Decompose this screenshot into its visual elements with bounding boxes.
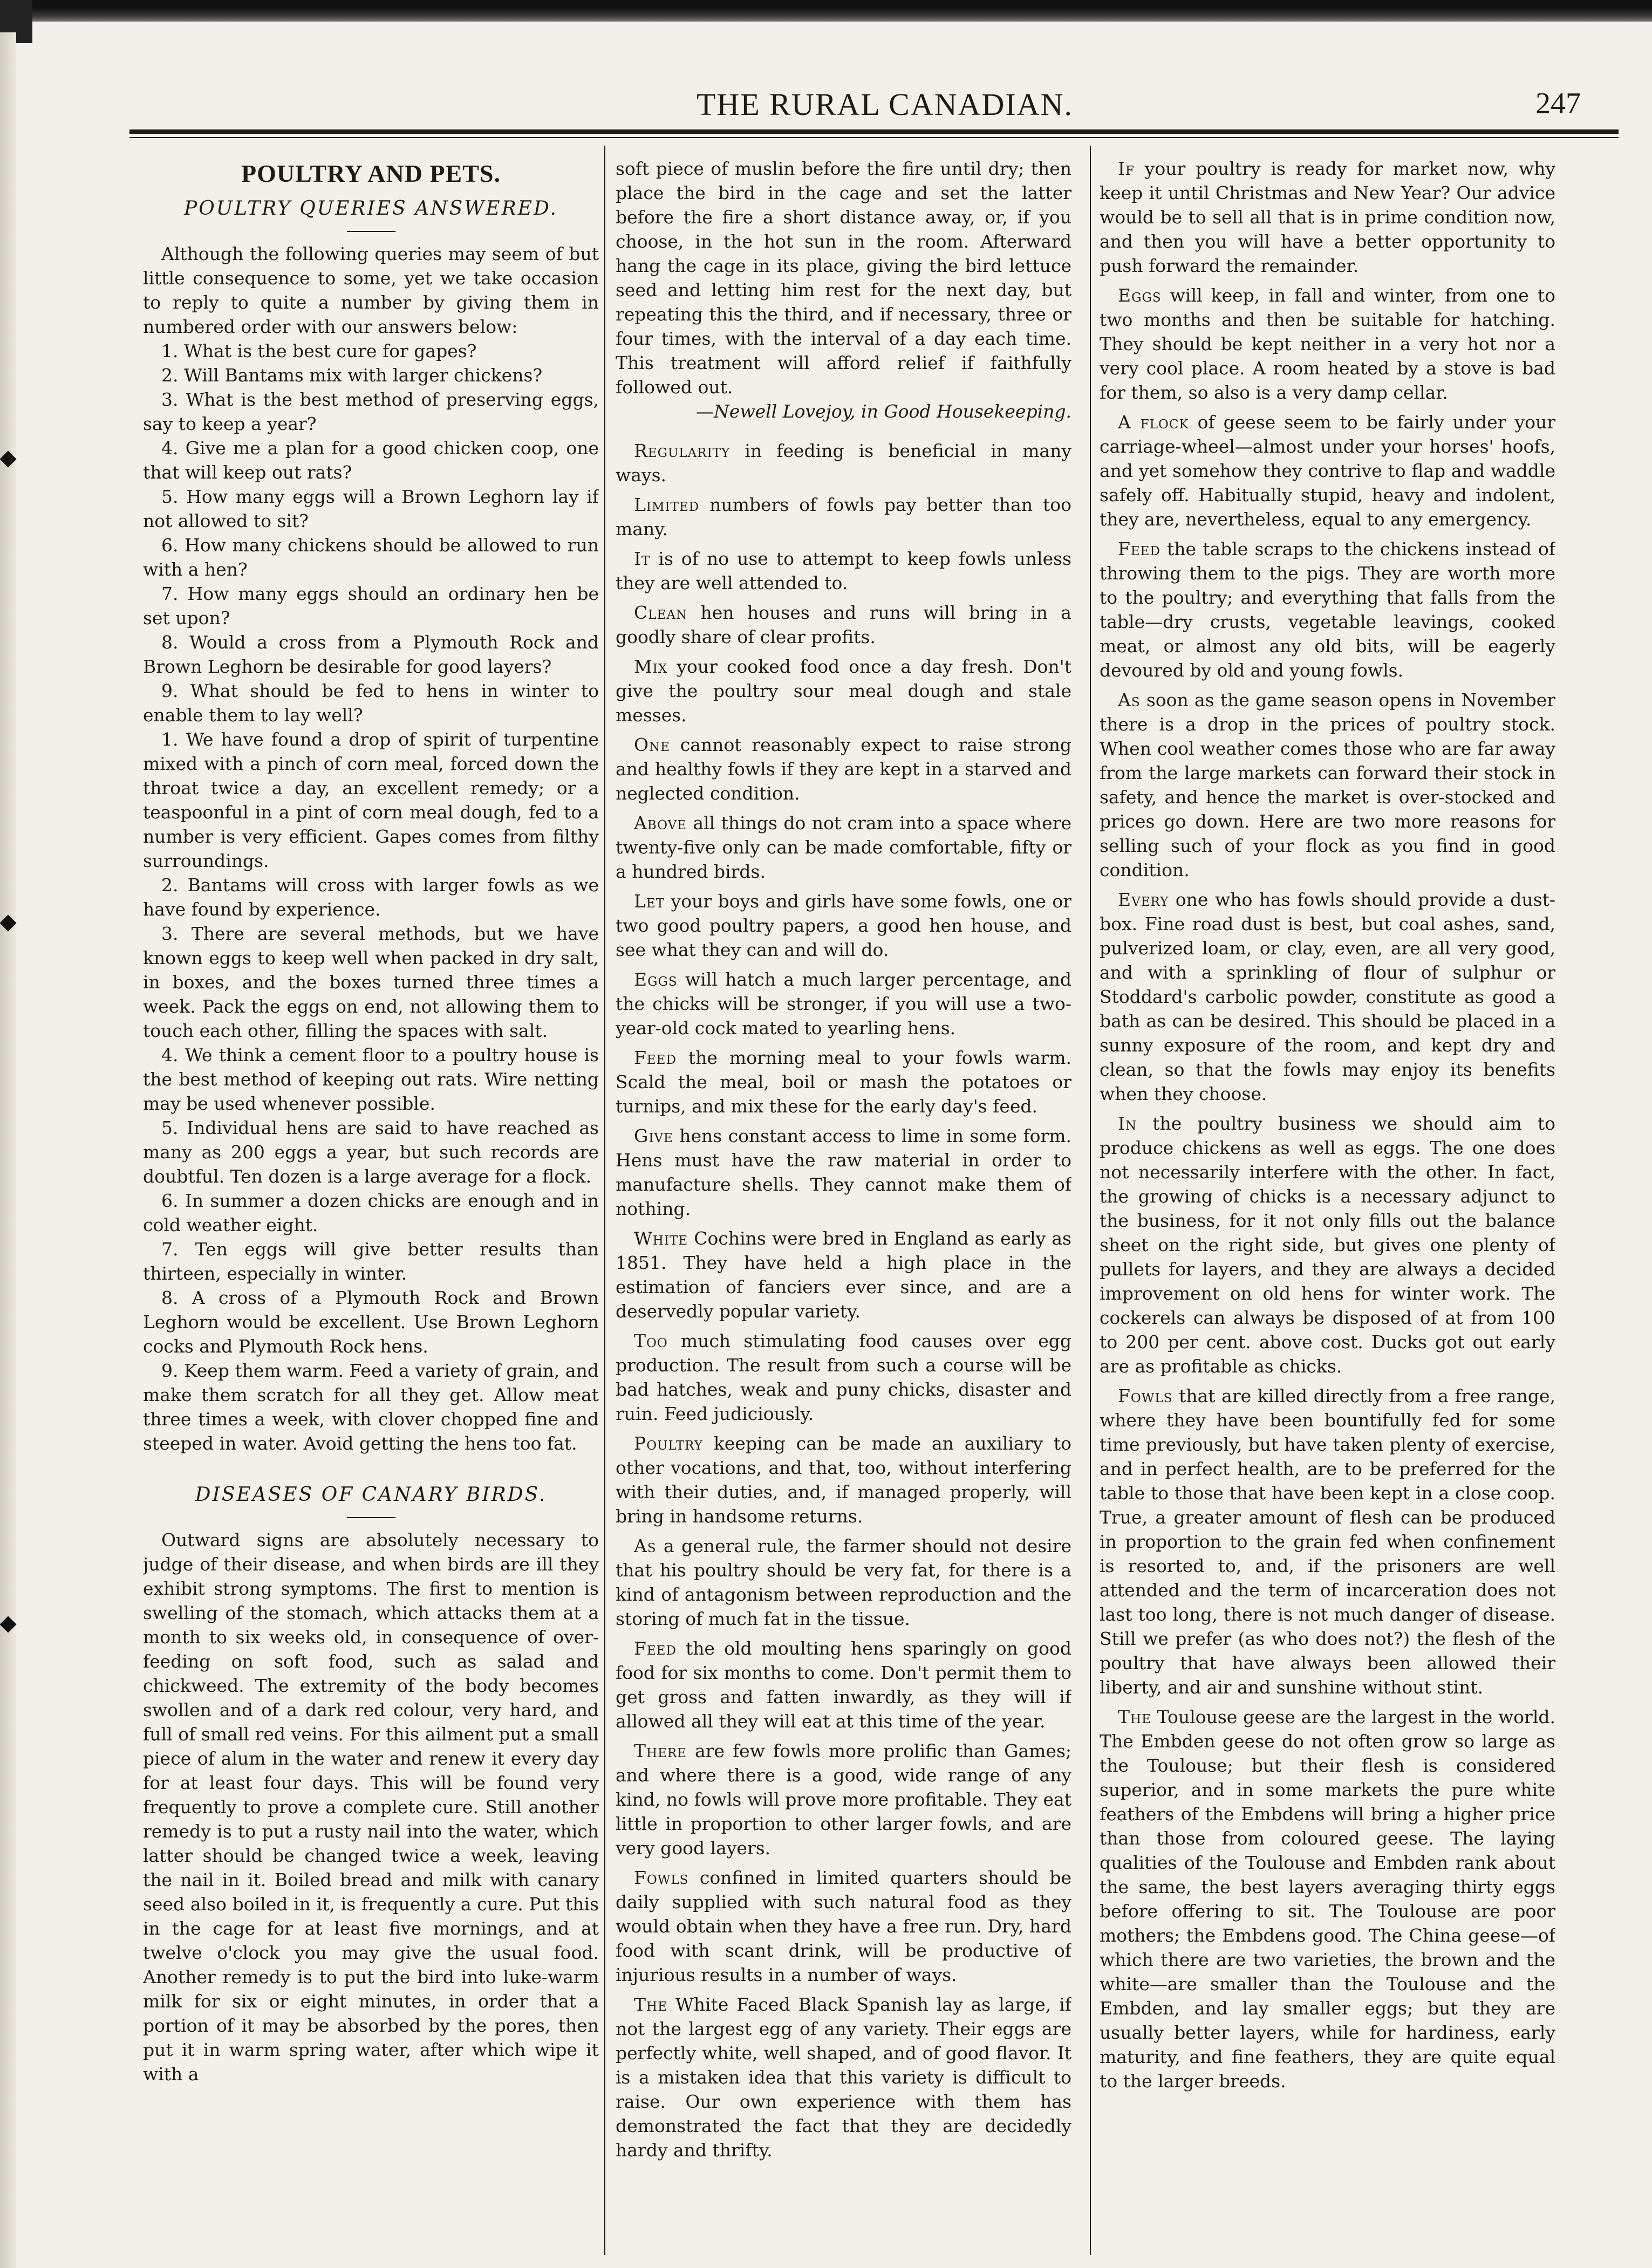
item-text: hens constant access to lime in some form. Hens must have the raw material in order to manufacture shells. They cannot make them of nothing. <box>616 1125 1071 1219</box>
news-item <box>1100 887 1555 1106</box>
item-text: are few fowls more prolific than Games; and where there is a good, wide range of any kind, no fowls will prove more profitable. They eat little in proportion to other larger fowls, and are very good layers. <box>616 1740 1071 1859</box>
answer-item: 5. Individual hens are said to have reached as many as 200 eggs a year, but such records are doubtful. Ten dozen is a large average for a flock. <box>143 1117 599 1187</box>
item-text: your cooked food once a day fresh. Don't give the poultry sour meal dough and stale messes. <box>616 656 1071 726</box>
lead-word: There <box>634 1740 687 1761</box>
item-text: of geese seem to be fairly under your carriage-wheel—almost under your horses' hoofs, and yet somehow they contrive to flap and waddle safely off. Habitually stupid, heavy and indolent, they are, nevertheless, equal to any emergency. <box>1100 412 1555 530</box>
question-item: 6. How many chickens should be allowed to run with a hen? <box>143 535 599 580</box>
answer-item: 7. Ten eggs will give better results than thirteen, especially in winter. <box>143 1239 599 1284</box>
lead-word: The <box>634 1994 667 2015</box>
lead-word: A flock <box>1118 412 1189 433</box>
item-text: a general rule, the farmer should not desire that his poultry should be very fat, for there is a kind of antagonism between reproduction and the storing of much fat in the tissue. <box>616 1535 1071 1629</box>
item-text: Toulouse geese are the largest in the world. The Embden geese do not often grow so large as the Toulouse; but their flesh is considered superior, and in some markets the pure white feathers of the Embdens will bring a higher price than those from coloured geese. The laying qualities of the Toulouse and Embden rank about the same, the best layers averaging thirty eggs before offering to sit. The Toulouse are poor mothers; the Embdens good. The China geese—of which there are two varieties, the brown and the white—are smaller than the Toulouse and the Embden, and lay smaller eggs; but they are usually better layers, while for hardiness, early maturity, and fine feathers, they are quite equal to the larger breeds. <box>1100 1706 1555 2092</box>
news-item <box>616 1329 1071 1426</box>
lead-word: Feed <box>1118 538 1161 559</box>
news-item <box>616 733 1071 805</box>
question-item: 9. What should be fed to hens in winter to enable them to lay well? <box>143 680 599 726</box>
item-text: cannot reasonably expect to raise strong and healthy fowls if they are kept in a starved and neglected condition. <box>616 734 1071 804</box>
scan-top-edge <box>0 0 1652 22</box>
item-text: your boys and girls have some fowls, one or two good poultry papers, a good hen house, and see what they can and will do. <box>616 891 1071 960</box>
news-item <box>616 654 1071 727</box>
question-item: 8. Would a cross from a Plymouth Rock and Brown Leghorn be desirable for good layers? <box>143 632 599 677</box>
item-text: will keep, in fall and winter, from one to two months and then be suitable for hatching. They should be kept neither in a very hot nor a very cool place. A room heated by a stove is bad for them, so also is a very damp cellar. <box>1100 285 1555 403</box>
column-2 <box>616 156 1071 2255</box>
item-text: keeping can be made an auxiliary to other vocations, and that, too, without interfering with their duties, and, if managed properly, will bring in handsome returns. <box>616 1433 1071 1527</box>
short-rule <box>347 1517 395 1518</box>
item-text: the morning meal to your fowls warm. Scald the meal, boil or mash the potatoes or turnips, and mix these for the early day's feed. <box>616 1047 1071 1117</box>
question-item: 7. How many eggs should an ordinary hen be set upon? <box>143 583 599 629</box>
news-item <box>616 1992 1071 2162</box>
answer-item: 8. A cross of a Plymouth Rock and Brown Leghorn would be excellent. Use Brown Leghorn cocks and Plymouth Rock hens. <box>143 1287 599 1357</box>
news-item <box>616 439 1071 487</box>
news-item <box>1100 156 1555 278</box>
column-divider <box>604 146 605 2255</box>
news-items <box>616 439 1071 2162</box>
lead-word: Let <box>634 891 665 912</box>
news-items <box>1100 156 1555 2093</box>
item-text: one who has fowls should provide a dust-box. Fine road dust is best, but coal ashes, sand, pulverized loam, or clay, even, are all very good, and with a sprinkling of flour of sulphur or Stoddard's carbolic powder, constitute as good a bath as can be desired. This should be placed in a sunny exposure of the room, and kept dry and clean, so that the fowls may enjoy its benefits when they choose. <box>1100 889 1555 1104</box>
lead-word: Fowls <box>1118 1385 1173 1406</box>
question-item: 2. Will Bantams mix with larger chickens? <box>161 365 543 386</box>
answers-list <box>143 727 599 1456</box>
lead-word: Clean <box>634 602 688 623</box>
news-item <box>1100 1111 1555 1378</box>
news-item <box>1100 283 1555 405</box>
lead-word: The <box>1118 1706 1151 1727</box>
item-text: Cochins were bred in England as early as 1851. They have held a high place in the estimation of fanciers ever since, and are a deservedly popular variety. <box>616 1228 1071 1322</box>
news-item <box>616 811 1071 884</box>
answer-item: 3. There are several methods, but we have known eggs to keep well when packed in dry salt, in boxes, and the boxes turned three times a week. Pack the eggs on end, not allowing them to touch each other, filling the spaces with salt. <box>143 923 599 1041</box>
item-text: all things do not cram into a space where twenty-five only can be made comfortable, fifty or a hundred birds. <box>616 812 1071 882</box>
item-text: that are killed directly from a free range, where they have been bountifully fed for some time previously, but have taken plenty of exercise, and in perfect health, are to be preferred for the table to those that have been kept in a close coop. True, a greater amount of flesh can be produced in proportion to the grain fed when confinement is resorted to, and, if the prisoners are well attended and the term of incarceration does not last too long, there is not much danger of disease. Still we prefer (as who does not?) the flesh of the poultry that have always been allowed their liberty, and air and sunshine without stint. <box>1100 1385 1555 1698</box>
item-text: White Faced Black Spanish lay as large, if not the largest egg of any variety. Their eggs are perfectly white, well shaped, and of good flavor. It is a mistaken idea that this variety is difficult to raise. Our own experience with them has demonstrated the fact that they are decidedly hardy and thrifty. <box>616 1994 1071 2161</box>
lead-word: Feed <box>634 1047 677 1068</box>
item-text: the table scraps to the chickens instead of throwing them to the pigs. They are worth more to the poultry; and everything that falls from the table—dry crusts, vegetable leavings, cooked meat, or almost any old bits, will be eagerly devoured by old and young fowls. <box>1100 538 1555 681</box>
news-item <box>616 967 1071 1040</box>
news-item <box>616 1124 1071 1221</box>
attribution-text: —Newell Lovejoy, in Good Housekeeping. <box>695 401 1071 422</box>
lead-word: Above <box>634 812 687 834</box>
lead-word: One <box>634 734 670 755</box>
masthead-title: THE RURAL CANADIAN. <box>697 87 1073 122</box>
lead-word: As <box>1118 689 1141 711</box>
answer-item: 4. We think a cement floor to a poultry house is the best method of keeping out rats. Wire netting may be used whenever possible. <box>143 1044 599 1114</box>
binding-mark <box>0 1616 17 1632</box>
column-divider <box>1090 146 1091 2255</box>
column-1 <box>143 156 599 2255</box>
subheading-queries: POULTRY QUERIES ANSWERED. <box>184 197 558 220</box>
news-item <box>616 889 1071 962</box>
news-item <box>616 1739 1071 1860</box>
news-item <box>616 1866 1071 1987</box>
lead-word: Too <box>634 1330 668 1351</box>
lead-word: As <box>634 1535 657 1556</box>
item-text: your poultry is ready for market now, why keep it until Christmas and New Year? Our advice would be to sell all that is in prime condition now, and then you will have a better opportunity to push forward the remainder. <box>1100 158 1555 276</box>
lead-word: Limited <box>634 494 700 515</box>
lead-word: Fowls <box>634 1867 689 1888</box>
binding-edge <box>0 32 16 2268</box>
item-text: the old moulting hens sparingly on good food for six months to come. Don't permit them to get gross and fatten inwardly, as they will if allowed all they will eat at this time of the year. <box>616 1638 1071 1732</box>
news-item <box>1100 1705 1555 2093</box>
lead-word: White <box>634 1228 688 1249</box>
lead-word: If <box>1118 158 1135 179</box>
short-rule <box>347 231 395 232</box>
binding-mark <box>0 914 17 931</box>
canary-continuation: soft piece of muslin before the fire until dry; then place the bird in the cage and set the latter before the fire a short distance away, or, if you choose, in the hot sun in the room. Afterward hang the cage in its place, giving the bird lettuce seed and letting him rest for the next day, but repeating this the third, and if necessary, three or four times, with the interval of a day each time. This treatment will afford relief if faithfully followed out. <box>616 158 1071 398</box>
answer-item: 2. Bantams will cross with larger fowls as we have found by experience. <box>143 875 599 920</box>
news-item <box>616 546 1071 595</box>
news-item <box>616 1431 1071 1528</box>
question-item: 5. How many eggs will a Brown Leghorn lay if not allowed to sit? <box>143 486 599 531</box>
canary-article: Outward signs are absolutely necessary to judge of their disease, and when birds are ill they exhibit strong symptoms. The first to mention is swelling of the stomach, which attacks them at a month to six weeks old, in consequence of over-feeding on soft food, such as salad and chickweed. The extremity of the body becomes swollen and of a dark red colour, very hard, and full of small red veins. For this ailment put a small piece of alum in the water and renew it every day for at least four days. This will be found very frequently to prove a complete cure. Still another remedy is to put a rusty nail into the water, which latter should be changed twice a week, leaving the nail in it. Boiled bread and milk with canary seed also boiled in it, is frequently a cure. Put this in the cage for at least five mornings, and at twelve o'clock you may give the usual food. Another remedy is to put the bird into luke-warm milk for six or eight minutes, in order that a portion of it may be absorbed by the pores, then put it in warm spring water, after which wipe it with a <box>143 1529 599 2085</box>
column-3 <box>1100 156 1555 2255</box>
item-text: soon as the game season opens in November there is a drop in the prices of poultry stock. When cool weather comes those who are far away from the large markets can forward their stock in safety, and hence the market is over-stocked and prices go down. Here are two more reasons for selling such of your flock as you find in good condition. <box>1100 689 1555 880</box>
article-attribution <box>616 399 1071 423</box>
subheading-canary: DISEASES OF CANARY BIRDS. <box>195 1484 547 1506</box>
item-text: will hatch a much larger percentage, and the chicks will be stronger, if you will use a two-year-old cock mated to yearling hens. <box>616 969 1071 1039</box>
lead-word: Regularity <box>634 440 731 461</box>
news-item <box>616 1636 1071 1733</box>
lead-word: Eggs <box>634 969 678 990</box>
lead-word: Give <box>634 1125 673 1146</box>
lead-word: Eggs <box>1118 285 1162 306</box>
item-text: the poultry business we should aim to produce chickens as well as eggs. The one does not necessarily interfere with the other. In fact, the growing of chicks is a necessary adjunct to the business, for it not only fills out the balance sheet on the right side, but gives one plenty of pullets for layers, and they are always a decided improvement on old hens for winter work. The cockerels can always be disposed of at from 100 to 200 per cent. above cost. Ducks got out early are as profitable as chicks. <box>1100 1113 1555 1377</box>
binding-mark <box>0 450 17 467</box>
intro-paragraph: Although the following queries may seem of but little consequence to some, yet we take occasion to reply to quite a number by giving them in numbered order with our answers below: <box>143 243 599 337</box>
lead-word: Poultry <box>634 1433 703 1454</box>
news-item <box>1100 410 1555 531</box>
page-header <box>162 86 1608 129</box>
news-item <box>1100 537 1555 682</box>
news-item <box>616 1046 1071 1118</box>
item-text: hen houses and runs will bring in a goodly share of clear profits. <box>616 602 1071 647</box>
news-item <box>616 493 1071 541</box>
lead-word: It <box>634 548 651 569</box>
lead-word: Every <box>1118 889 1169 910</box>
page-number: 247 <box>1535 87 1581 120</box>
item-text: is of no use to attempt to keep fowls unless they are well attended to. <box>616 548 1071 593</box>
lead-word: In <box>1118 1113 1137 1134</box>
news-item <box>1100 1384 1555 1699</box>
header-rule-thin <box>129 137 1619 138</box>
header-rule <box>129 129 1619 134</box>
news-item <box>616 1534 1071 1631</box>
answer-item: 9. Keep them warm. Feed a variety of grain, and make them scratch for all they get. Allow meat three times a week, with clover chopped fine and steeped in water. Avoid getting the hens too fat. <box>143 1360 599 1454</box>
question-item: 1. What is the best cure for gapes? <box>161 340 477 361</box>
news-item <box>1100 688 1555 882</box>
news-item <box>616 600 1071 649</box>
item-text: numbers of fowls pay better than too many. <box>616 494 1071 539</box>
section-title: POULTRY AND PETS. <box>241 160 501 187</box>
lead-word: Feed <box>634 1638 677 1659</box>
question-item: 4. Give me a plan for a good chicken coop, one that will keep out rats? <box>143 438 599 483</box>
lead-word: Mix <box>634 656 668 677</box>
news-item <box>616 1226 1071 1323</box>
answer-item: 6. In summer a dozen chicks are enough and in cold weather eight. <box>143 1190 599 1235</box>
questions-list <box>143 339 599 727</box>
item-text: much stimulating food causes over egg production. The result from such a course will be bad hatches, weak and puny chicks, disaster and ruin. Feed judiciously. <box>616 1330 1071 1424</box>
item-text: in feeding is beneficial in many ways. <box>616 440 1071 486</box>
answer-item: 1. We have found a drop of spirit of turpentine mixed with a pinch of corn meal, forced down the throat twice a day, an excellent remedy; or a teaspoonful in a pint of corn meal dough, fed to a number is very efficient. Gapes comes from filthy surroundings. <box>143 729 599 871</box>
question-item: 3. What is the best method of preserving eggs, say to keep a year? <box>143 389 599 434</box>
item-text: confined in limited quarters should be daily supplied with such natural food as they would obtain when they have a free run. Dry, hard food with scant drink, will be productive of injurious results in a number of ways. <box>616 1867 1071 1985</box>
